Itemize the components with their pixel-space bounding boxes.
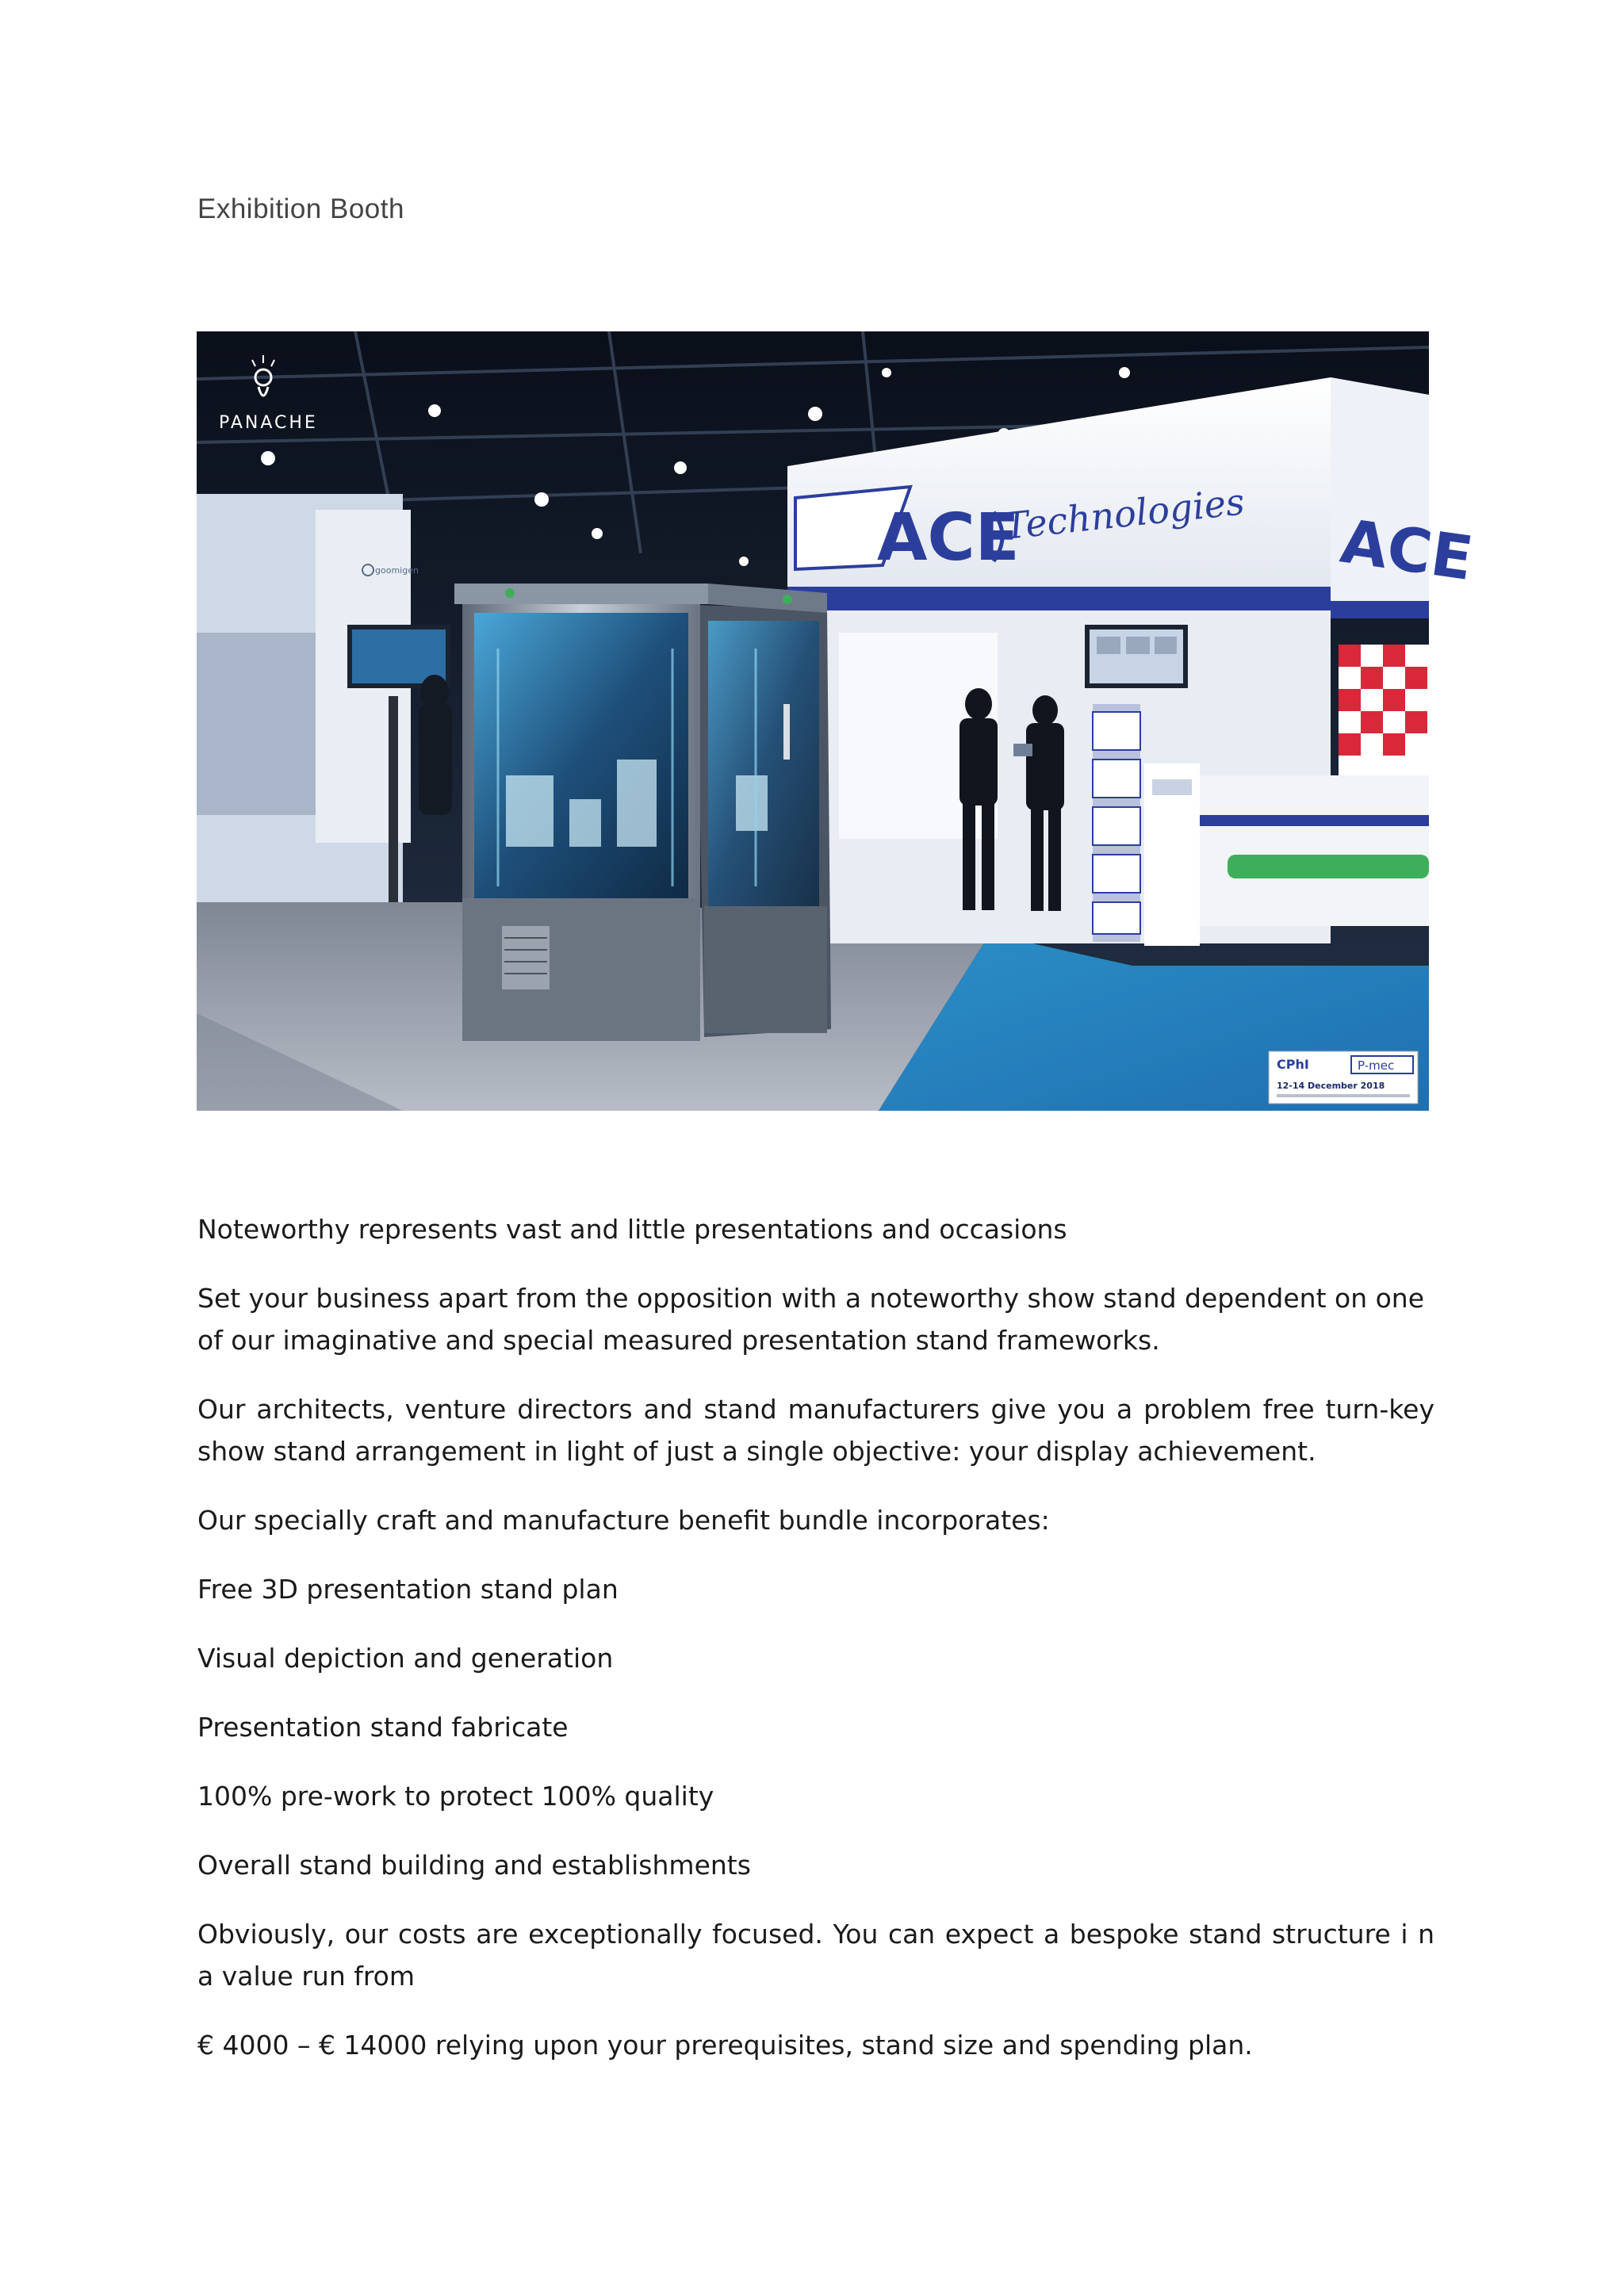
left-booth-label: goomigen: [375, 565, 419, 576]
paragraph-service-bundle: Our specially craft and manufacture benefit bundle incorporates:: [197, 1505, 1050, 1536]
list-item-stand-building: Overall stand building and establishments: [197, 1850, 751, 1881]
booth-sign-brand: ACE: [877, 500, 1020, 576]
page-title: Exhibition Booth: [197, 193, 404, 224]
list-item-visual-depiction: Visual depiction and generation: [197, 1643, 614, 1674]
exhibition-booth-photo: [197, 331, 1477, 1111]
paragraph-costs: Obviously, our costs are exceptionally focused. You can expect a bespoke stand structure i n a value run from: [197, 1919, 1434, 1992]
body-text: [197, 1208, 1434, 2093]
booth-sign-tagline: Technologies: [1002, 480, 1247, 548]
paragraph-intro: Noteworthy represents vast and little presentations and occasions: [197, 1214, 1067, 1245]
panache-watermark: PANACHE: [219, 413, 318, 433]
event-badge-secondary: P-mec: [1358, 1058, 1395, 1073]
paragraph-architects: Our architects, venture directors and stand manufacturers give you a problem free turn-key show stand arrangement in light of just a single objective: your display achievement.: [197, 1394, 1434, 1467]
booth-side-sign: ACE: [1336, 505, 1477, 594]
paragraph-price-range: € 4000 – € 14000 relying upon your prerequisites, stand size and spending plan.: [197, 2030, 1253, 2061]
list-item-pre-work: 100% pre-work to protect 100% quality: [197, 1781, 714, 1812]
paragraph-set-apart: Set your business apart from the opposition with a noteworthy show stand dependent on one of our imaginative and special measured presentation stand frameworks.: [197, 1283, 1425, 1356]
event-badge: [1269, 1051, 1418, 1104]
list-item-3d-plan: Free 3D presentation stand plan: [197, 1574, 619, 1605]
event-badge-dates: 12-14 December 2018: [1277, 1081, 1385, 1091]
event-badge-primary: CPhI: [1277, 1057, 1309, 1072]
list-item-stand-fabricate: Presentation stand fabricate: [197, 1712, 569, 1743]
